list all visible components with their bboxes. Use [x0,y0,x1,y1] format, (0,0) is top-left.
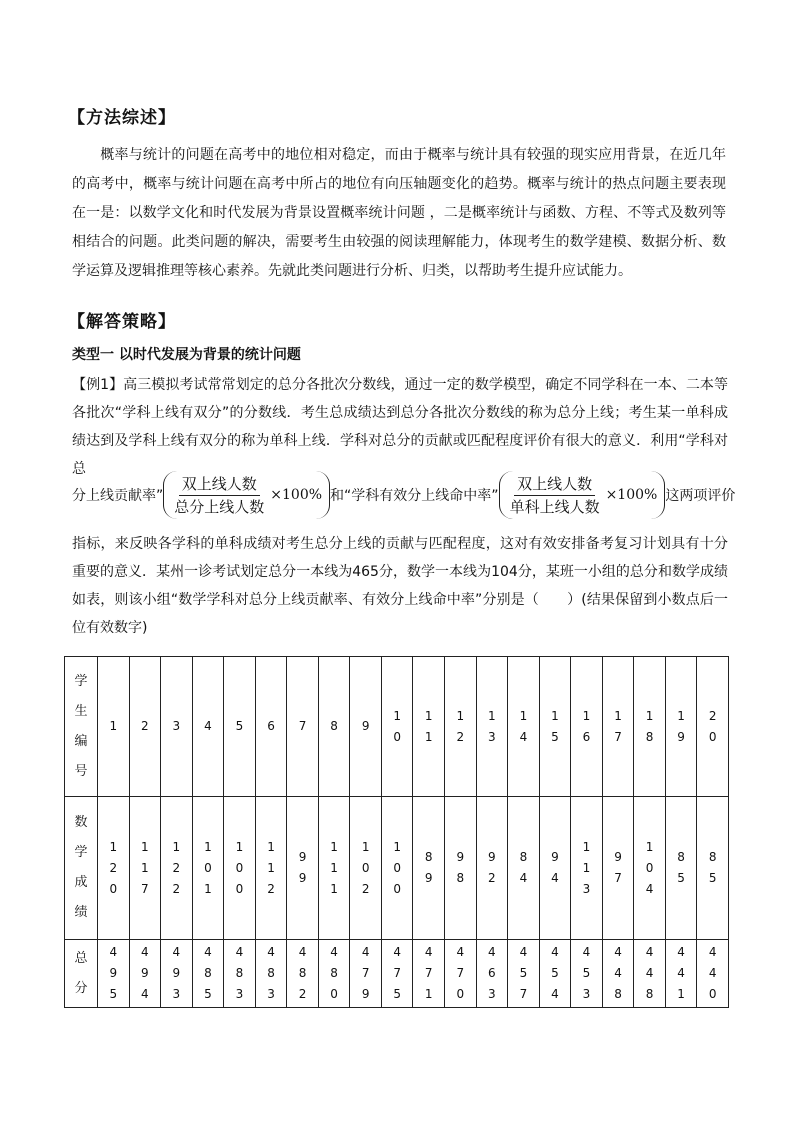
hit-rate-fraction [507,475,603,516]
total-score-cell: 440 [697,940,729,1008]
strategy-heading: 【解答策略】 [68,312,176,332]
total-score-cell: 441 [665,940,697,1008]
math-score-cell: 112 [255,797,287,940]
total-score-cell: 470 [445,940,477,1008]
student-id-cell: 7 [287,657,319,797]
student-id-cell: 6 [255,657,287,797]
math-score-cell: 102 [350,797,382,940]
total-score-cell: 483 [255,940,287,1008]
total-score-cell: 479 [350,940,382,1008]
times-100-percent: ×100% [270,487,323,503]
student-id-cell: 16 [571,657,603,797]
student-id-cell: 15 [539,657,571,797]
total-score-cell: 463 [476,940,508,1008]
student-id-cell: 19 [665,657,697,797]
fraction-numerator: 双上线人数 [179,475,260,496]
total-score-cell: 471 [413,940,445,1008]
method-overview-text: 概率与统计的问题在高考中的地位相对稳定，而由于概率与统计具有较强的现实应用背景，在近几年的高考中，概率与统计问题在高考中所占的地位有向压轴题变化的趋势。概率与统计的热点问题主要表现在一是：以数学文化和时代发展为背景设置概率统计问题 ，二是概率统计与函数、方程、不等式及数列等相结合的问题。此类问题的解决，需要考生由较强的阅读理解能力，体现考生的数学建模、数据分析、数学运算及逻辑推理等核心素养。先就此类问题进行分析、归类，以帮助考生提升应试能力。 [72,147,726,279]
total-score-row [65,940,729,1008]
math-score-cell: 89 [413,797,445,940]
math-score-cell: 97 [602,797,634,940]
fraction-numerator: 双上线人数 [514,475,595,496]
formula-prefix: 分上线贡献率” [72,488,164,504]
math-score-row [65,797,729,940]
formula-line [72,470,736,520]
total-score-cell: 493 [161,940,193,1008]
method-overview-paragraph [72,141,726,286]
student-id-cell: 5 [224,657,256,797]
total-score-cell: 475 [381,940,413,1008]
times-100-percent: ×100% [605,487,658,503]
student-id-cell: 12 [445,657,477,797]
student-id-cell: 3 [161,657,193,797]
math-score-cell: 122 [161,797,193,940]
total-score-cell: 454 [539,940,571,1008]
student-id-cell: 13 [476,657,508,797]
score-table [64,656,729,1008]
math-score-cell: 101 [192,797,224,940]
math-score-cell: 100 [224,797,256,940]
math-score-cell: 100 [381,797,413,940]
row-label-math-score: 数学成绩 [65,797,98,940]
math-score-cell: 85 [665,797,697,940]
row-label-student-id: 学生编号 [65,657,98,797]
method-overview-heading: 【方法综述】 [68,108,176,128]
example-1-continued: 指标，来反映各学科的单科成绩对考生总分上线的贡献与匹配程度，这对有效安排备考复习计划具有十分重要的意义．某州一诊考试划定总分一本线为465分，数学一本线为104分，某班一小组的总分和数学成绩如表，则该小组“数学学科对总分上线贡献率、有效分上线命中率”分别是（ ）(结果保留到小数点后一位有效数字) [72,536,728,636]
math-score-cell: 99 [287,797,319,940]
fraction-denominator: 总分上线人数 [174,497,265,516]
math-score-cell: 111 [318,797,350,940]
total-score-cell: 457 [508,940,540,1008]
student-id-cell: 18 [634,657,666,797]
math-score-cell: 120 [98,797,130,940]
math-score-cell: 98 [445,797,477,940]
example-1-text: 【例1】高三模拟考试常常划定的总分各批次分数线，通过一定的数学模型，确定不同学科在一本、二本等各批次“学科上线有双分”的分数线．考生总成绩达到总分各批次分数线的称为总分上线；考生某一单科成绩达到及学科上线有双分的称为单科上线．学科对总分的贡献或匹配程度评价有很大的意义．利用“学科对总 [72,377,728,477]
contribution-rate-fraction [171,475,267,516]
contribution-rate-formula [163,471,330,519]
student-id-cell: 20 [697,657,729,797]
student-id-cell: 10 [381,657,413,797]
student-id-cell: 17 [602,657,634,797]
student-id-cell: 14 [508,657,540,797]
math-score-cell: 104 [634,797,666,940]
hit-rate-formula [499,471,666,519]
student-id-cell: 4 [192,657,224,797]
total-score-cell: 482 [287,940,319,1008]
formula-suffix: 这两项评价 [665,488,736,504]
total-score-cell: 453 [571,940,603,1008]
total-score-cell: 495 [98,940,130,1008]
math-score-cell: 84 [508,797,540,940]
total-score-cell: 448 [602,940,634,1008]
student-id-cell: 2 [129,657,161,797]
total-score-cell: 480 [318,940,350,1008]
math-score-cell: 94 [539,797,571,940]
student-id-cell: 11 [413,657,445,797]
math-score-cell: 85 [697,797,729,940]
formula-middle: 和“学科有效分上线命中率” [330,488,499,504]
total-score-cell: 485 [192,940,224,1008]
type-one-title: 类型一 以时代发展为背景的统计问题 [72,347,301,363]
math-score-cell: 92 [476,797,508,940]
row-label-total-score: 总分 [65,940,98,1008]
fraction-denominator: 单科上线人数 [509,497,600,516]
student-id-cell: 9 [350,657,382,797]
student-id-row [65,657,729,797]
total-score-cell: 483 [224,940,256,1008]
student-id-cell: 1 [98,657,130,797]
total-score-cell: 448 [634,940,666,1008]
student-id-cell: 8 [318,657,350,797]
total-score-cell: 494 [129,940,161,1008]
math-score-cell: 113 [571,797,603,940]
math-score-cell: 117 [129,797,161,940]
